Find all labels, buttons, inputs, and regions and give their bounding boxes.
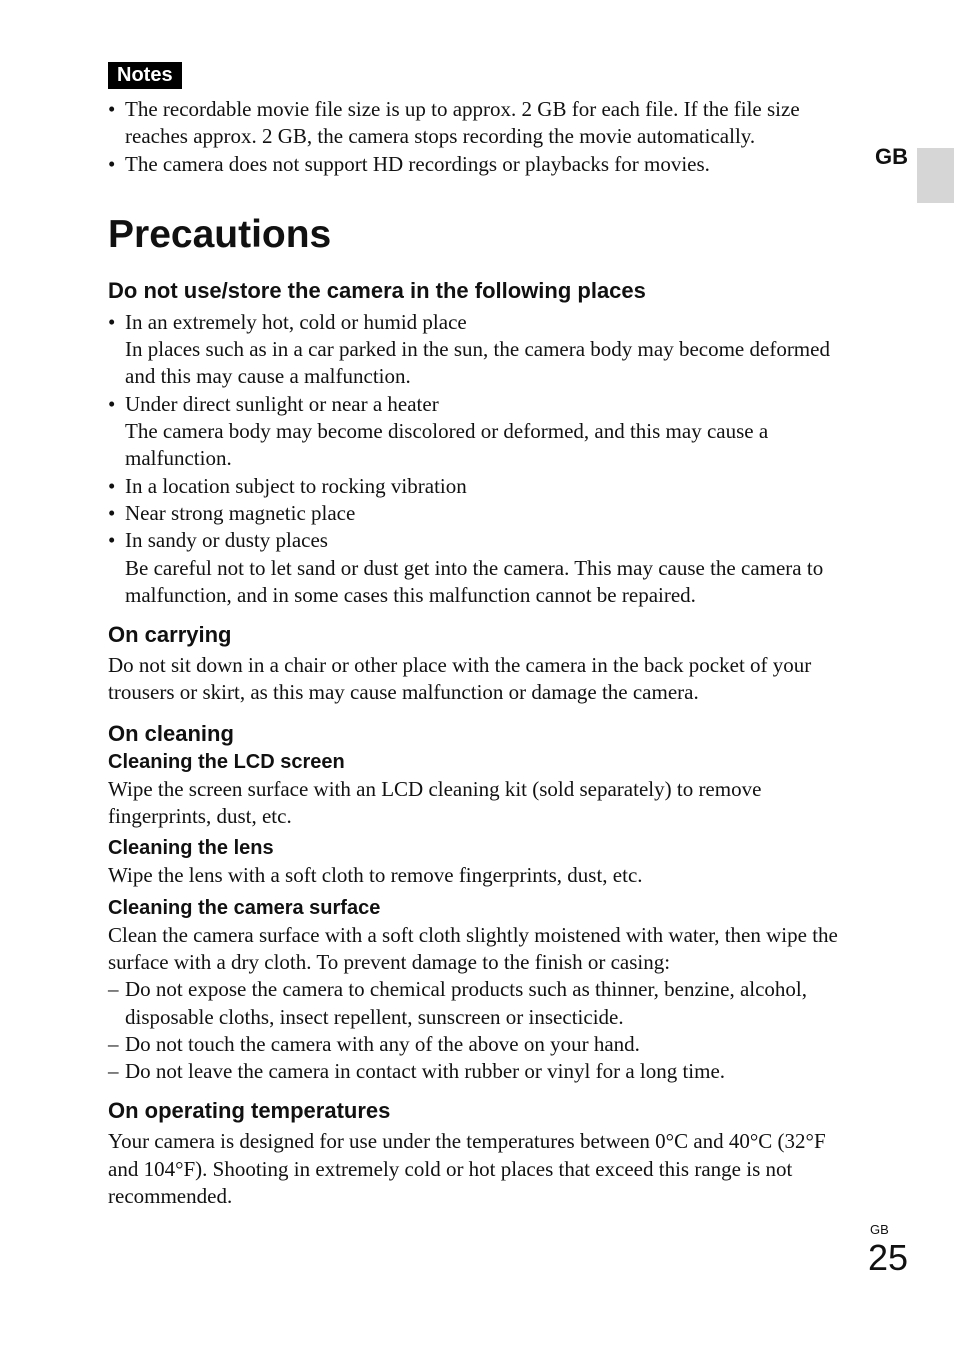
section-temperatures xyxy=(108,1096,860,1210)
subsection-body: Wipe the screen surface with an LCD cleaning kit (sold separately) to remove fingerprints, dust, etc. xyxy=(108,776,762,829)
places-list xyxy=(108,309,860,609)
item-text: Do not touch the camera with any of the above on your hand. xyxy=(125,1031,640,1056)
list-item xyxy=(108,391,860,473)
list-item xyxy=(108,976,860,1031)
item-detail: In places such as in a car parked in the sun, the camera body may become deformed and this may cause a malfunction. xyxy=(125,337,830,389)
list-item xyxy=(108,151,860,178)
item-text: Do not leave the camera in contact with rubber or vinyl for a long time. xyxy=(125,1059,726,1084)
list-item xyxy=(108,96,860,151)
section-carrying xyxy=(108,620,860,707)
subsection-heading: Cleaning the lens xyxy=(108,837,274,860)
subsection-heading: Cleaning the LCD screen xyxy=(108,750,345,773)
dash-list xyxy=(108,976,860,1085)
item-text: Do not expose the camera to chemical products such as thinner, benzine, alcohol, disposable cloths, insect repellent, sunscreen or insecticide. xyxy=(125,977,808,1029)
bullet-icon: • xyxy=(108,97,116,121)
item-text: Near strong magnetic place xyxy=(125,500,356,525)
section-heading: On operating temperatures xyxy=(108,1098,391,1124)
page-content xyxy=(108,62,860,1210)
subsection-body: Wipe the lens with a soft cloth to remove fingerprints, dust, etc. xyxy=(108,863,643,888)
item-text: Under direct sunlight or near a heater xyxy=(125,391,439,416)
dash-icon: – xyxy=(108,1031,119,1056)
notes-list xyxy=(108,96,860,178)
subsection-body: Clean the camera surface with a soft cloth slightly moistened with water, then wipe the surface with a dry cloth. To prevent damage to the finish or casing: xyxy=(108,922,838,974)
section-cleaning xyxy=(108,719,860,1086)
list-item xyxy=(108,473,860,500)
section-heading: On cleaning xyxy=(108,720,234,746)
section-body: Do not sit down in a chair or other place with the camera in the back pocket of your trousers or skirt, as this may cause malfunction or damage the camera. xyxy=(108,653,812,705)
section-heading: On carrying xyxy=(108,622,232,648)
list-item xyxy=(108,1058,860,1085)
notes-label: Notes xyxy=(108,62,182,89)
notes-section xyxy=(108,62,860,178)
language-tab-marker xyxy=(917,148,954,203)
bullet-icon: • xyxy=(108,309,116,334)
list-item xyxy=(108,1031,860,1058)
item-text: In sandy or dusty places xyxy=(125,528,328,553)
item-detail: Be careful not to let sand or dust get into the camera. This may cause the camera to malfunction, and in some cases this malfunction cannot be repaired. xyxy=(125,555,824,607)
note-text: The recordable movie file size is up to approx. 2 GB for each file. If the file size reaches approx. 2 GB, the camera stops recording the movie automatically. xyxy=(125,97,800,149)
item-text: In an extremely hot, cold or humid place xyxy=(125,309,467,334)
dash-icon: – xyxy=(108,977,119,1002)
item-detail: The camera body may become discolored or deformed, and this may cause a malfunction. xyxy=(125,419,769,471)
page-number: 25 xyxy=(868,1237,909,1278)
subsection-heading: Cleaning the camera surface xyxy=(108,896,381,919)
section-body: Your camera is designed for use under the temperatures between 0°C and 40°C (32°F and 104°F). Shooting in extremely cold or hot places that exceed this range is not recommended. xyxy=(108,1129,826,1209)
list-item xyxy=(108,500,860,527)
dash-icon: – xyxy=(108,1059,119,1084)
page-title: Precautions xyxy=(108,212,332,256)
footer-language: GB xyxy=(870,1222,889,1237)
language-tab-label: GB xyxy=(875,144,908,169)
section-places xyxy=(108,276,860,609)
bullet-icon: • xyxy=(108,528,116,553)
bullet-icon: • xyxy=(108,500,116,525)
list-item xyxy=(108,527,860,609)
bullet-icon: • xyxy=(108,151,116,176)
note-text: The camera does not support HD recordings or playbacks for movies. xyxy=(125,151,710,176)
list-item xyxy=(108,309,860,391)
bullet-icon: • xyxy=(108,391,116,416)
bullet-icon: • xyxy=(108,473,116,498)
section-heading: Do not use/store the camera in the following places xyxy=(108,277,646,303)
item-text: In a location subject to rocking vibration xyxy=(125,473,467,498)
